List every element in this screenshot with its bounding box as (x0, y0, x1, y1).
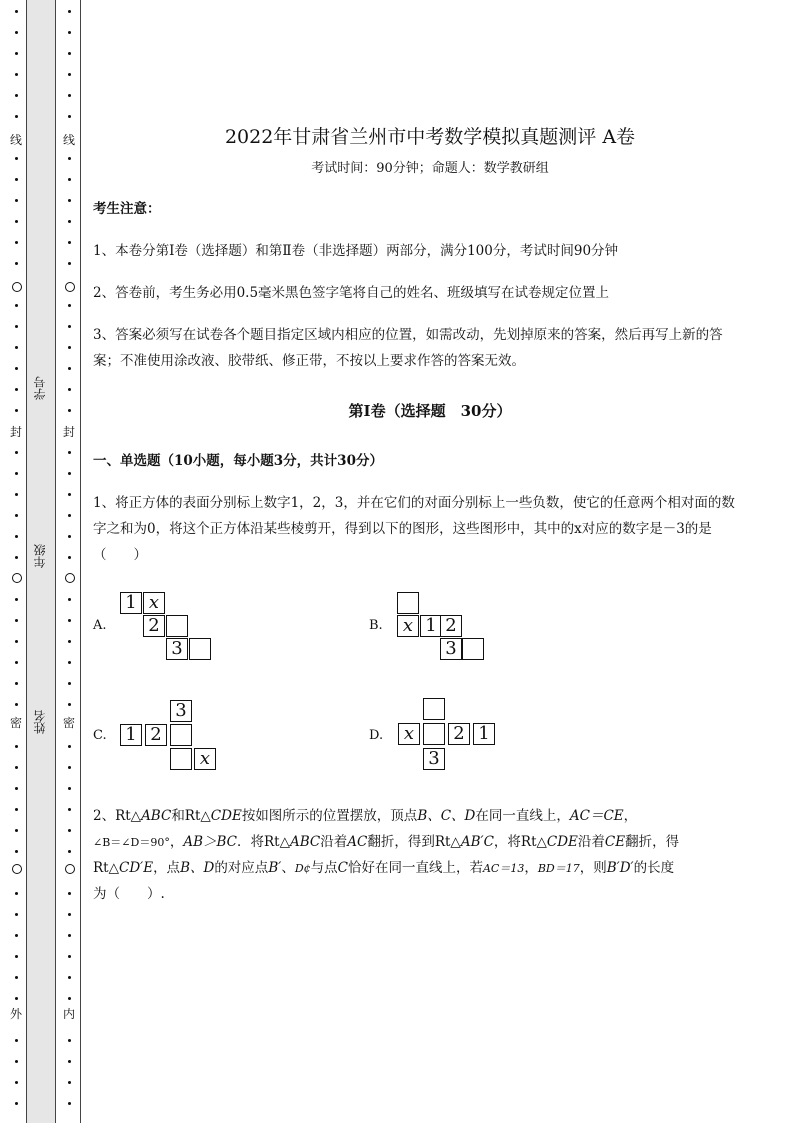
binding-dot (15, 745, 18, 748)
net-cell (462, 638, 484, 660)
binding-dot (15, 304, 18, 307)
binding-dot (68, 829, 71, 832)
binding-dot (15, 388, 18, 391)
binding-dot (15, 535, 18, 538)
net-cell (189, 638, 211, 660)
binding-dot (15, 325, 18, 328)
margin-char-inner-4: 内 (62, 1007, 75, 1021)
binding-dot (68, 703, 71, 706)
page-title: 2022年甘肃省兰州市中考数学模拟真题测评 A卷 (224, 126, 636, 148)
binding-dot (15, 472, 18, 475)
binding-dot (68, 682, 71, 685)
net-cell: 3 (170, 700, 192, 722)
option-d-label[interactable]: D. (369, 728, 384, 743)
binding-dot (15, 640, 18, 643)
binding-dot (15, 31, 18, 34)
binding-dot (68, 304, 71, 307)
binding-dot (15, 178, 18, 181)
question-2-line-2: ∠B＝∠D＝90°，AB＞BC．将Rt△ABC沿着AC翻折，得到Rt△AB′C，将Rt△CDE沿着CE翻折，得 (93, 834, 680, 850)
binding-dot (15, 262, 18, 265)
notice-item-1: 1、本卷分第I卷（选择题）和第Ⅱ卷（非选择题）两部分，满分100分，考试时间90分钟 (93, 243, 619, 259)
binding-dot (68, 325, 71, 328)
binding-dot (68, 451, 71, 454)
binding-dot (15, 52, 18, 55)
binding-dot (15, 1081, 18, 1084)
net-cell: 1 (120, 724, 142, 746)
binding-dot (15, 808, 18, 811)
option-a-label[interactable]: A. (93, 618, 107, 633)
binding-dot (15, 157, 18, 160)
net-cell: 2 (440, 615, 462, 637)
binding-dot (68, 997, 71, 1000)
binding-dot (15, 241, 18, 244)
binding-dot (68, 409, 71, 412)
net-cell: 1 (473, 723, 495, 745)
binding-dot (68, 766, 71, 769)
net-cell (170, 748, 192, 770)
binding-dot (68, 787, 71, 790)
binding-dot (68, 1081, 71, 1084)
notice-item-3: 3、答案必须写在试卷各个题目指定区域内相应的位置，如需改动，先划掉原来的答案，然后再写上新的答案；不准使用涂改液、胶带纸、修正带，不按以上要求作答的答案无效。 (93, 327, 723, 369)
binding-dot (15, 10, 18, 13)
binding-dot (15, 409, 18, 412)
binding-dot (68, 661, 71, 664)
question-2-line-4: 为（ ）. (93, 886, 165, 902)
binding-dot (15, 766, 18, 769)
binding-ring (12, 282, 22, 292)
binding-dot (15, 976, 18, 979)
binding-dot (68, 220, 71, 223)
net-cell (423, 723, 445, 745)
net-cell: x (397, 615, 419, 637)
binding-dot (15, 661, 18, 664)
binding-dot (15, 955, 18, 958)
margin-char-outer-3: 密 (9, 716, 22, 730)
binding-dot (15, 451, 18, 454)
binding-dot (68, 808, 71, 811)
net-cell: 3 (423, 748, 445, 770)
margin-char-inner-2: 封 (62, 425, 75, 439)
option-c-label[interactable]: C. (93, 728, 107, 743)
binding-dot (68, 367, 71, 370)
margin-char-inner-3: 密 (62, 716, 75, 730)
margin-char-outer-2: 封 (9, 425, 22, 439)
binding-dot (15, 997, 18, 1000)
net-cell: 3 (440, 638, 462, 660)
binding-dot (68, 1039, 71, 1042)
binding-dot (68, 157, 71, 160)
binding-dot (68, 1060, 71, 1063)
binding-dot (68, 913, 71, 916)
net-cell: 2 (143, 615, 165, 637)
binding-dot (68, 199, 71, 202)
binding-dot (68, 955, 71, 958)
net-cell: 3 (166, 638, 188, 660)
net-cell (397, 592, 419, 614)
binding-dot (68, 178, 71, 181)
margin-char-outer-4: 外 (9, 1007, 22, 1021)
binding-dot (15, 1060, 18, 1063)
binding-dot (68, 514, 71, 517)
binding-ring (65, 864, 75, 874)
net-cell: 1 (420, 615, 442, 637)
net-cell: 2 (145, 724, 167, 746)
net-cell (166, 615, 188, 637)
binding-dot (15, 934, 18, 937)
binding-dot (15, 1102, 18, 1105)
binding-dot (15, 598, 18, 601)
part-heading: 一、单选题（10小题，每小题3分，共计30分） (93, 453, 383, 469)
binding-ring (12, 864, 22, 874)
binding-dot (68, 241, 71, 244)
binding-dot (15, 619, 18, 622)
binding-dot (68, 472, 71, 475)
binding-dot (68, 619, 71, 622)
section-title: 第I卷（选择题 30分） (348, 402, 512, 420)
binding-dot (15, 682, 18, 685)
binding-ring (65, 573, 75, 583)
margin-char-inner-1: 线 (62, 133, 75, 147)
binding-dot (68, 598, 71, 601)
binding-dot (68, 31, 71, 34)
binding-dot (15, 73, 18, 76)
binding-dot (68, 493, 71, 496)
margin-char-outer-1: 线 (9, 133, 22, 147)
binding-dot (15, 1039, 18, 1042)
binding-dot (68, 976, 71, 979)
binding-dot (15, 850, 18, 853)
question-2-line-1: 2、Rt△ABC和Rt△CDE按如图所示的位置摆放，顶点B、C、D在同一直线上，AC＝CE， (93, 808, 638, 824)
question-2-line-3: Rt△CD′E，点B、D的对应点B′、D¢与点C恰好在同一直线上，若AC＝13，BD＝17，则B′D′的长度 (93, 860, 675, 876)
notice-item-2: 2、答卷前，考生务必用0.5毫米黑色签字笔将自己的姓名、班级填写在试卷规定位置上 (93, 285, 610, 301)
binding-dot (68, 94, 71, 97)
binding-dot (68, 640, 71, 643)
net-cell (170, 724, 192, 746)
binding-dot (15, 94, 18, 97)
net-cell: x (143, 592, 165, 614)
binding-dot (15, 199, 18, 202)
binding-dot (68, 850, 71, 853)
band-label-grade: 年级 (33, 544, 47, 568)
net-cell (423, 698, 445, 720)
binding-dot (68, 115, 71, 118)
notice-heading: 考生注意： (93, 201, 161, 217)
binding-dot (68, 73, 71, 76)
binding-dot (15, 892, 18, 895)
binding-dot (15, 703, 18, 706)
binding-ring (65, 282, 75, 292)
option-b-label[interactable]: B. (369, 618, 383, 633)
binding-dot (15, 556, 18, 559)
cde-ref: CDE (546, 834, 578, 850)
binding-dot (68, 10, 71, 13)
exam-info: 考试时间：90分钟；命题人：数学教研组 (311, 161, 549, 176)
binding-dot (68, 892, 71, 895)
binding-dot (68, 556, 71, 559)
binding-dot (15, 913, 18, 916)
question-1-text: 1、将正方体的表面分别标上数字1，2，3，并在它们的对面分别标上一些负数，使它的任意两个相对面的数字之和为0，将这个正方体沿某些棱剪开，得到以下的图形，这些图形中，其中的x对应的数字是－3的是（ ） (93, 495, 735, 563)
binding-dot (68, 388, 71, 391)
binding-dot (68, 934, 71, 937)
binding-dot (15, 493, 18, 496)
binding-dot (15, 787, 18, 790)
abc-ref: ABC (290, 834, 321, 850)
binding-dot (68, 1102, 71, 1105)
binding-dot (15, 346, 18, 349)
binding-dot (15, 829, 18, 832)
binding-ring (12, 573, 22, 583)
binding-dot (68, 745, 71, 748)
net-cell: x (398, 723, 420, 745)
band-label-name: 姓名 (33, 710, 47, 734)
net-cell: x (194, 748, 216, 770)
binding-dot (15, 514, 18, 517)
binding-rule (80, 0, 81, 1123)
net-cell: 2 (448, 723, 470, 745)
binding-dot (15, 367, 18, 370)
binding-dot (15, 220, 18, 223)
binding-dot (15, 115, 18, 118)
net-cell: 1 (120, 592, 142, 614)
binding-dot (68, 262, 71, 265)
binding-dot (68, 52, 71, 55)
binding-dot (68, 346, 71, 349)
band-label-student-id: 学号 (33, 376, 47, 400)
binding-dot (68, 535, 71, 538)
